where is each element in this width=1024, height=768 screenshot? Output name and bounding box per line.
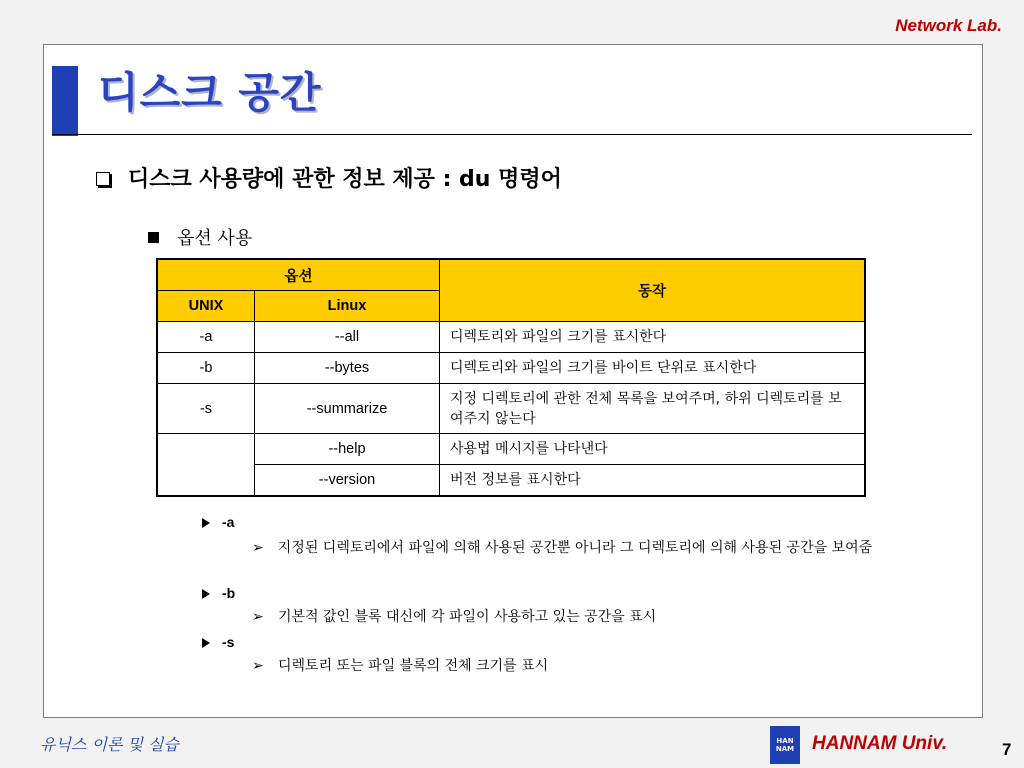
lab-name: Network Lab. <box>895 16 1002 35</box>
note-option-label: -b <box>222 585 236 601</box>
logo-text: NAM <box>775 745 795 753</box>
cell-action: 사용법 메시지를 나타낸다 <box>440 434 866 465</box>
table-row <box>157 434 865 465</box>
note-desc-text: 디렉토리 또는 파일 블록의 전체 크기를 표시 <box>278 658 549 674</box>
triangle-bullet-icon <box>202 638 210 648</box>
course-name: 유닉스 이론 및 실습 <box>40 735 179 754</box>
table-row <box>157 322 865 353</box>
table-header-row <box>157 259 865 291</box>
cell-unix <box>157 434 255 497</box>
header-unix: UNIX <box>157 291 255 322</box>
sub-bullet <box>148 224 252 250</box>
cell-action: 지정 디렉토리에 관한 전체 목록을 보여주며, 하위 디렉토리를 보여주지 않는다 <box>440 384 866 434</box>
logo-text: HAN <box>776 737 794 745</box>
note-desc-text: 기본적 값인 블록 대신에 각 파일이 사용하고 있는 공간을 표시 <box>278 609 657 625</box>
note-desc-a <box>252 539 952 558</box>
arrow-bullet-icon: ➢ <box>252 540 264 556</box>
note-option-label: -s <box>222 634 235 650</box>
university-logo <box>770 726 800 764</box>
university-name: HANNAM Univ. <box>812 733 948 754</box>
cell-unix: -s <box>157 384 255 434</box>
note-option-s <box>202 634 234 650</box>
page-title: 디스크 공간 <box>98 68 322 117</box>
note-desc-b <box>252 608 952 627</box>
arrow-bullet-icon: ➢ <box>252 609 264 625</box>
cell-linux: --summarize <box>255 384 440 434</box>
title-accent-bar <box>52 66 78 136</box>
table-row <box>157 353 865 384</box>
checkbox-bullet-icon <box>96 172 110 186</box>
note-desc-s <box>252 657 952 676</box>
cell-action: 버전 정보를 표시한다 <box>440 465 866 497</box>
cell-linux: --all <box>255 322 440 353</box>
arrow-bullet-icon: ➢ <box>252 658 264 674</box>
cell-unix: -b <box>157 353 255 384</box>
sub-bullet-text: 옵션 사용 <box>177 228 253 249</box>
note-option-b <box>202 585 235 601</box>
main-bullet <box>96 162 562 193</box>
title-divider <box>52 134 972 135</box>
cell-linux: --version <box>255 465 440 497</box>
cell-linux: --help <box>255 434 440 465</box>
note-desc-text: 지정된 디렉토리에서 파일에 의해 사용된 공간뿐 아니라 그 디렉토리에 의해 사용된 공간을 보여줌 <box>277 540 873 556</box>
square-bullet-icon <box>148 232 159 243</box>
note-option-label: -a <box>222 514 235 530</box>
table-row <box>157 465 865 497</box>
triangle-bullet-icon <box>202 518 210 528</box>
header-action: 동작 <box>440 259 866 322</box>
main-bullet-text: 디스크 사용량에 관한 정보 제공 : du 명령어 <box>128 167 562 192</box>
header-linux: Linux <box>255 291 440 322</box>
table-row <box>157 384 865 434</box>
cell-linux: --bytes <box>255 353 440 384</box>
options-table <box>156 258 866 497</box>
header-option: 옵션 <box>157 259 440 291</box>
triangle-bullet-icon <box>202 589 210 599</box>
cell-action: 디렉토리와 파일의 크기를 바이트 단위로 표시한다 <box>440 353 866 384</box>
cell-unix: -a <box>157 322 255 353</box>
page-number: 7 <box>1002 740 1012 759</box>
cell-action: 디렉토리와 파일의 크기를 표시한다 <box>440 322 866 353</box>
note-option-a <box>202 514 234 530</box>
